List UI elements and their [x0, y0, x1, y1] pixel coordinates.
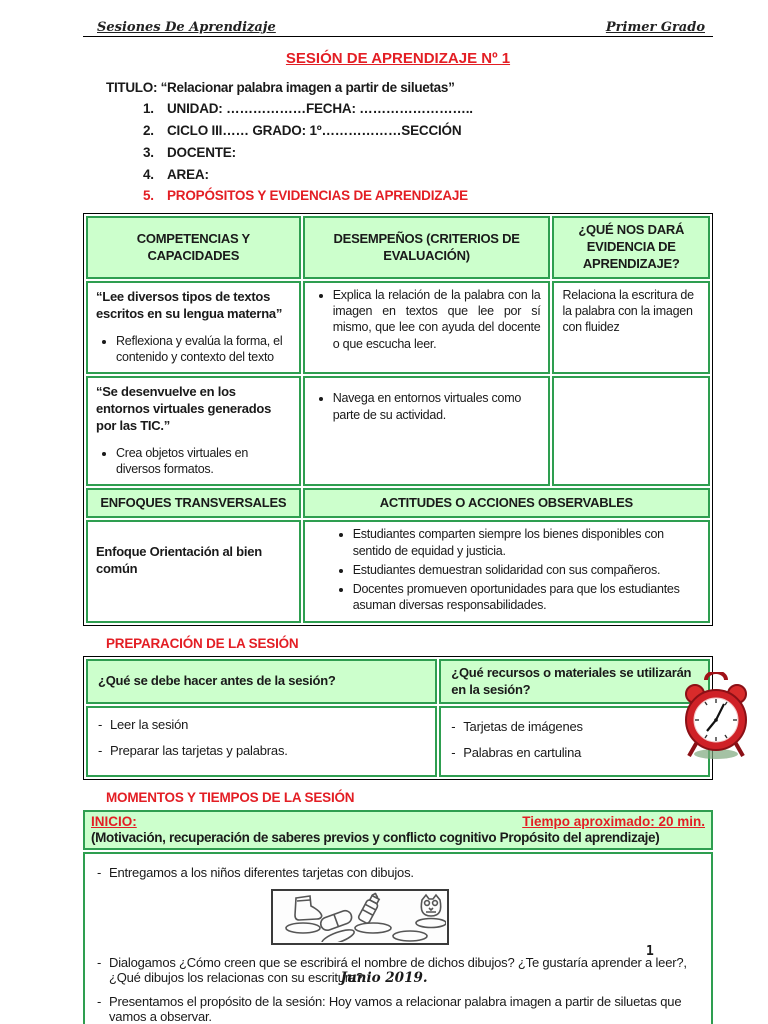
momentos-table — [83, 810, 713, 1024]
antes-item: - Leer la sesión — [96, 717, 427, 734]
cell-competencia-1 — [86, 281, 301, 374]
cell-evidencia-1: Relaciona la escritura de la palabra con la imagen con fluidez — [552, 281, 710, 374]
header-left-text: Sesiones De Aprendizaje — [97, 20, 276, 35]
list-item: 4. AREA: — [143, 166, 209, 182]
inicio-header-bar — [83, 810, 713, 850]
inicio-label: INICIO: — [91, 814, 137, 830]
recurso-item: - Tarjetas de imágenes — [449, 719, 700, 736]
preparacion-table — [83, 656, 713, 781]
list-item-propositos: 5. PROPÓSITOS Y EVIDENCIAS DE APRENDIZAJE — [143, 188, 468, 204]
column-header-evidencia: ¿QUÉ NOS DARÁ EVIDENCIA DE APRENDIZAJE? — [552, 216, 710, 279]
list-item: 2. CICLO III…… GRADO: 1º………………SECCIÓN — [143, 122, 462, 138]
tarjetas-dibujos-image — [271, 889, 449, 945]
empty-oval — [355, 923, 391, 933]
cell-desempeno-2 — [303, 376, 551, 486]
desempeno-item: • Explica la relación de la palabra con la imagen en textos que lee por sí mismo, que lee con ayuda del docente o que escucha leer. — [333, 287, 541, 352]
footer-date: Junio 2019. — [340, 970, 428, 986]
antes-item: - Preparar las tarjetas y palabras. — [96, 743, 427, 760]
cell-enfoque — [86, 520, 301, 622]
cell-competencia-2 — [86, 376, 301, 486]
column-header-actitudes: ACTITUDES O ACCIONES OBSERVABLES — [303, 488, 710, 518]
enfoque-text: Enfoque Orientación al bien común — [96, 544, 262, 577]
competencia-title: “Se desenvuelve en los entornos virtuales generados por las TIC.” — [96, 384, 272, 434]
column-header-antes: ¿Qué se debe hacer antes de la sesión? — [86, 659, 437, 705]
desempeno-item: • Navega en entornos virtuales como parte de su actividad. — [333, 390, 541, 423]
column-header-desempenos: DESEMPEÑOS (CRITERIOS DE EVALUACIÓN) — [303, 216, 551, 279]
boot-icon — [286, 896, 322, 933]
owl-icon — [416, 895, 446, 928]
inicio-body — [83, 852, 713, 1024]
competencia-title: “Lee diversos tipos de textos escritos en su lengua materna” — [96, 288, 283, 321]
preparacion-heading: PREPARACIÓN DE LA SESIÓN — [106, 635, 299, 651]
alarm-clock-icon — [681, 672, 751, 762]
recurso-item: - Palabras en cartulina — [449, 745, 700, 762]
momentos-heading: MOMENTOS Y TIEMPOS DE LA SESIÓN — [106, 790, 355, 806]
page-number: 1 — [646, 944, 654, 959]
baby-bottle-icon — [358, 892, 383, 924]
list-item: 3. DOCENTE: — [143, 144, 236, 160]
actitud-item: • Docentes promueven oportunidades para que los estudiantes asuman diversas responsabilidades. — [353, 581, 700, 614]
capacidad-item: • Reflexiona y evalúa la forma, el contenido y contexto del texto — [116, 333, 291, 366]
page-title: SESIÓN DE APRENDIZAJE Nº 1 — [285, 50, 511, 67]
inicio-subtitle: (Motivación, recuperación de saberes previos y conflicto cognitivo Propósito del aprendizaje) — [91, 830, 660, 846]
session-title-line: TITULO: “Relacionar palabra imagen a partir de siluetas” — [106, 80, 455, 95]
silhouette-drawings — [274, 892, 446, 942]
competencias-table — [83, 213, 713, 625]
page-header — [83, 20, 713, 37]
inicio-bullet: - Presentamos el propósito de la sesión: Hoy vamos a relacionar palabra imagen a partir de siluetas que vamos a observar. — [95, 994, 701, 1024]
inicio-bullet: - Entregamos a los niños diferentes tarjetas con dibujos. — [95, 865, 701, 880]
cell-recursos — [439, 706, 710, 777]
list-item: 1. UNIDAD: ………………FECHA: …………………….. — [143, 101, 473, 116]
cell-desempeno-1 — [303, 281, 551, 374]
cell-actitudes — [303, 520, 710, 622]
column-header-competencias: COMPETENCIAS Y CAPACIDADES — [86, 216, 301, 279]
empty-oval — [393, 931, 427, 941]
actitud-item: • Estudiantes comparten siempre los bienes disponibles con sentido de equidad y justicia. — [353, 526, 700, 559]
capacidad-item: • Crea objetos virtuales en diversos formatos. — [116, 445, 291, 478]
actitud-item: • Estudiantes demuestran solidaridad con sus compañeros. — [353, 562, 700, 578]
column-header-enfoques: ENFOQUES TRANSVERSALES — [86, 488, 301, 518]
cell-evidencia-2 — [552, 376, 710, 486]
inicio-bullet: - Dialogamos ¿Cómo creen que se escribirá el nombre de dichos dibujos? ¿Te gustaría aprender a leer?, ¿Qué dibujos los relacionas con su escritura? — [95, 955, 701, 985]
header-right-text: Primer Grado — [605, 20, 705, 35]
tiempo-aproximado: Tiempo aproximado: 20 min. — [522, 814, 705, 830]
session-info-list — [143, 98, 713, 207]
column-header-recursos: ¿Qué recursos o materiales se utilizarán en la sesión? — [439, 659, 710, 705]
cell-antes — [86, 706, 437, 777]
